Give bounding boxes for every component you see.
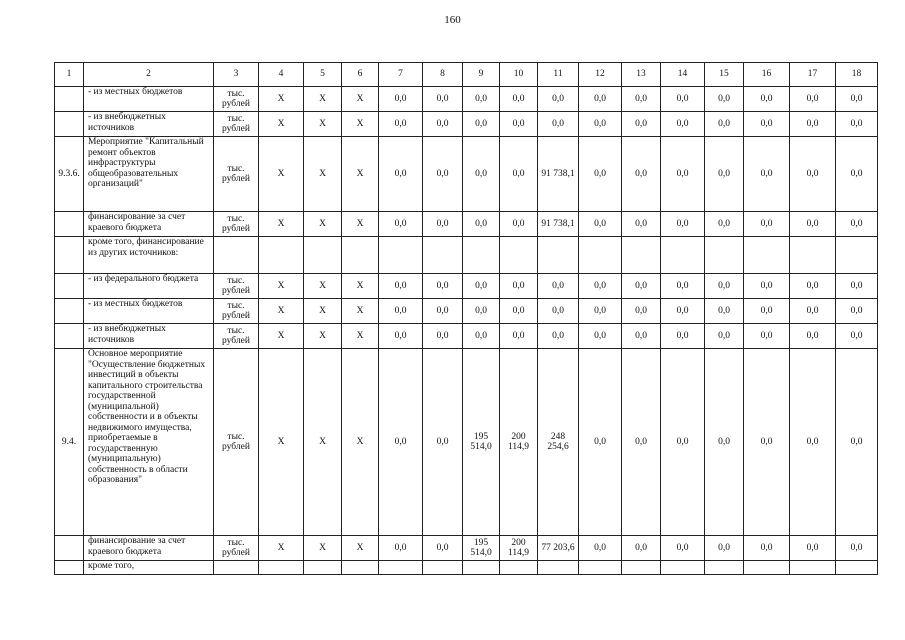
value-cell: 0,0 — [579, 212, 622, 237]
value-cell: 0,0 — [836, 299, 878, 324]
value-cell: X — [304, 299, 342, 324]
row-name-cell: - из местных бюджетов — [84, 299, 214, 324]
value-cell: 0,0 — [463, 112, 500, 137]
value-cell: 0,0 — [538, 299, 579, 324]
row-name-cell: - из местных бюджетов — [84, 87, 214, 112]
column-header: 14 — [661, 63, 705, 87]
value-cell: 0,0 — [744, 87, 790, 112]
table-row — [55, 561, 878, 575]
value-cell: 0,0 — [379, 87, 423, 112]
header-row — [55, 63, 878, 87]
table-row — [55, 324, 878, 349]
row-number-cell: 9.3.6. — [55, 137, 84, 212]
value-cell — [500, 561, 538, 575]
value-cell — [579, 237, 622, 274]
value-cell — [342, 237, 379, 274]
column-header: 10 — [500, 63, 538, 87]
value-cell: X — [342, 87, 379, 112]
column-header: 12 — [579, 63, 622, 87]
value-cell: 0,0 — [622, 324, 661, 349]
column-header: 13 — [622, 63, 661, 87]
value-cell: 91 738,1 — [538, 212, 579, 237]
value-cell: 0,0 — [661, 212, 705, 237]
value-cell: X — [342, 274, 379, 299]
value-cell: 0,0 — [423, 87, 463, 112]
value-cell: 0,0 — [744, 536, 790, 561]
row-number-cell — [55, 299, 84, 324]
value-cell: 0,0 — [423, 112, 463, 137]
value-cell — [705, 561, 744, 575]
value-cell: 0,0 — [500, 299, 538, 324]
value-cell: 0,0 — [661, 274, 705, 299]
value-cell: 0,0 — [661, 87, 705, 112]
row-number-cell — [55, 112, 84, 137]
row-number-cell — [55, 212, 84, 237]
value-cell: 0,0 — [790, 536, 836, 561]
column-header: 6 — [342, 63, 379, 87]
value-cell: X — [304, 87, 342, 112]
unit-cell: тыс. рублей — [214, 87, 259, 112]
value-cell: 0,0 — [500, 87, 538, 112]
value-cell: 0,0 — [622, 536, 661, 561]
row-name-cell: - из внебюджетных источников — [84, 324, 214, 349]
value-cell: 0,0 — [705, 274, 744, 299]
row-number-cell — [55, 274, 84, 299]
value-cell: 0,0 — [500, 137, 538, 212]
value-cell — [622, 237, 661, 274]
value-cell: 0,0 — [661, 137, 705, 212]
value-cell: X — [259, 87, 304, 112]
row-number-cell: 9.4. — [55, 349, 84, 536]
value-cell: 0,0 — [379, 299, 423, 324]
value-cell: 0,0 — [538, 87, 579, 112]
value-cell: 0,0 — [622, 349, 661, 536]
value-cell — [463, 561, 500, 575]
value-cell — [661, 237, 705, 274]
value-cell: X — [259, 112, 304, 137]
value-cell: 0,0 — [622, 87, 661, 112]
value-cell: 0,0 — [500, 324, 538, 349]
value-cell: X — [259, 349, 304, 536]
value-cell: 77 203,6 — [538, 536, 579, 561]
value-cell: X — [259, 299, 304, 324]
value-cell: 0,0 — [622, 274, 661, 299]
table-row — [55, 112, 878, 137]
value-cell: 0,0 — [463, 212, 500, 237]
value-cell: 0,0 — [579, 324, 622, 349]
value-cell — [790, 561, 836, 575]
value-cell: X — [342, 324, 379, 349]
value-cell: 0,0 — [790, 324, 836, 349]
value-cell: X — [304, 324, 342, 349]
row-name-cell: - из федерального бюджета — [84, 274, 214, 299]
value-cell: X — [304, 274, 342, 299]
value-cell — [379, 237, 423, 274]
value-cell: 0,0 — [744, 274, 790, 299]
value-cell: 0,0 — [463, 299, 500, 324]
value-cell: 0,0 — [463, 87, 500, 112]
value-cell — [622, 561, 661, 575]
value-cell: 0,0 — [661, 299, 705, 324]
unit-cell: тыс. рублей — [214, 299, 259, 324]
page-number: 160 — [444, 14, 461, 26]
value-cell: 195 514,0 — [463, 349, 500, 536]
value-cell: 0,0 — [538, 324, 579, 349]
row-number-cell — [55, 536, 84, 561]
value-cell: 0,0 — [579, 349, 622, 536]
value-cell: 0,0 — [423, 274, 463, 299]
value-cell: 0,0 — [538, 274, 579, 299]
value-cell: 0,0 — [836, 212, 878, 237]
value-cell: 0,0 — [790, 87, 836, 112]
row-name-cell: Основное мероприятие "Осуществление бюджетных инвестиций в объекты капитального строительства государственной (муниципальной) собственности и в объекты недвижимого имущества, приобретаемые в государственную (муниципальную) собственность в области образования" — [84, 349, 214, 536]
value-cell: X — [259, 536, 304, 561]
row-number-cell — [55, 561, 84, 575]
unit-cell: тыс. рублей — [214, 536, 259, 561]
table-row — [55, 274, 878, 299]
value-cell: 0,0 — [790, 299, 836, 324]
value-cell: 0,0 — [744, 212, 790, 237]
unit-cell: тыс. рублей — [214, 274, 259, 299]
unit-cell — [214, 561, 259, 575]
row-name-cell: финансирование за счет краевого бюджета — [84, 212, 214, 237]
value-cell: 0,0 — [579, 274, 622, 299]
table-row — [55, 349, 878, 536]
value-cell: 0,0 — [790, 349, 836, 536]
value-cell: 0,0 — [661, 349, 705, 536]
value-cell: 0,0 — [705, 212, 744, 237]
value-cell — [500, 237, 538, 274]
value-cell — [304, 237, 342, 274]
value-cell: 248 254,6 — [538, 349, 579, 536]
value-cell: 0,0 — [423, 324, 463, 349]
value-cell: 0,0 — [423, 349, 463, 536]
value-cell — [304, 561, 342, 575]
value-cell: 0,0 — [705, 349, 744, 536]
value-cell: X — [304, 112, 342, 137]
value-cell — [538, 237, 579, 274]
value-cell: 0,0 — [579, 112, 622, 137]
value-cell: 0,0 — [705, 536, 744, 561]
value-cell: 0,0 — [622, 212, 661, 237]
value-cell: 0,0 — [379, 324, 423, 349]
table-body — [55, 63, 878, 575]
row-name-cell: кроме того, — [84, 561, 214, 575]
value-cell: 0,0 — [379, 349, 423, 536]
value-cell: X — [259, 212, 304, 237]
value-cell: 0,0 — [500, 274, 538, 299]
value-cell: 0,0 — [622, 137, 661, 212]
value-cell — [836, 561, 878, 575]
value-cell: 0,0 — [790, 274, 836, 299]
value-cell — [379, 561, 423, 575]
value-cell: X — [259, 137, 304, 212]
value-cell: 0,0 — [790, 112, 836, 137]
unit-cell: тыс. рублей — [214, 324, 259, 349]
value-cell: X — [304, 349, 342, 536]
value-cell: X — [342, 299, 379, 324]
value-cell: 0,0 — [790, 137, 836, 212]
column-header: 4 — [259, 63, 304, 87]
value-cell: X — [342, 137, 379, 212]
value-cell: 0,0 — [622, 299, 661, 324]
value-cell — [579, 561, 622, 575]
value-cell: 0,0 — [463, 274, 500, 299]
value-cell: 0,0 — [579, 87, 622, 112]
value-cell: 0,0 — [379, 536, 423, 561]
value-cell: X — [304, 137, 342, 212]
value-cell: 0,0 — [836, 324, 878, 349]
table-row — [55, 536, 878, 561]
value-cell: 0,0 — [790, 212, 836, 237]
column-header: 11 — [538, 63, 579, 87]
value-cell: 0,0 — [836, 137, 878, 212]
value-cell: X — [304, 212, 342, 237]
value-cell — [790, 237, 836, 274]
value-cell: 0,0 — [579, 137, 622, 212]
value-cell: 0,0 — [538, 112, 579, 137]
value-cell: 0,0 — [744, 299, 790, 324]
value-cell: 0,0 — [379, 274, 423, 299]
column-header: 8 — [423, 63, 463, 87]
value-cell: 0,0 — [661, 324, 705, 349]
value-cell: 0,0 — [836, 87, 878, 112]
column-header: 15 — [705, 63, 744, 87]
column-header: 5 — [304, 63, 342, 87]
table-row — [55, 299, 878, 324]
column-header: 1 — [55, 63, 84, 87]
value-cell — [661, 561, 705, 575]
value-cell: 200 114,9 — [500, 349, 538, 536]
value-cell — [259, 561, 304, 575]
row-name-cell: финансирование за счет краевого бюджета — [84, 536, 214, 561]
value-cell: X — [304, 536, 342, 561]
value-cell: 0,0 — [500, 212, 538, 237]
value-cell — [463, 237, 500, 274]
value-cell — [423, 237, 463, 274]
table-row — [55, 212, 878, 237]
value-cell — [423, 561, 463, 575]
table-row — [55, 237, 878, 274]
value-cell — [705, 237, 744, 274]
table-row — [55, 137, 878, 212]
value-cell: X — [342, 349, 379, 536]
unit-cell: тыс. рублей — [214, 349, 259, 536]
row-name-cell: Мероприятие "Капитальный ремонт объектов инфраструктуры общеобразовательных организаций" — [84, 137, 214, 212]
column-header: 16 — [744, 63, 790, 87]
row-name-cell: - из внебюджетных источников — [84, 112, 214, 137]
column-header: 3 — [214, 63, 259, 87]
value-cell: X — [342, 212, 379, 237]
value-cell: 200 114,9 — [500, 536, 538, 561]
value-cell: 0,0 — [705, 137, 744, 212]
value-cell: 0,0 — [579, 536, 622, 561]
value-cell: 0,0 — [836, 536, 878, 561]
value-cell: 0,0 — [836, 349, 878, 536]
value-cell: 0,0 — [836, 112, 878, 137]
column-header: 18 — [836, 63, 878, 87]
row-number-cell — [55, 324, 84, 349]
budget-table — [54, 62, 878, 575]
value-cell: 0,0 — [744, 324, 790, 349]
column-header: 9 — [463, 63, 500, 87]
value-cell: X — [342, 536, 379, 561]
value-cell: 0,0 — [463, 324, 500, 349]
table-row — [55, 87, 878, 112]
unit-cell: тыс. рублей — [214, 112, 259, 137]
value-cell — [342, 561, 379, 575]
value-cell: 0,0 — [744, 349, 790, 536]
value-cell: 0,0 — [423, 299, 463, 324]
column-header: 7 — [379, 63, 423, 87]
value-cell: 0,0 — [379, 137, 423, 212]
value-cell: 0,0 — [423, 536, 463, 561]
value-cell: X — [259, 274, 304, 299]
value-cell: 0,0 — [622, 112, 661, 137]
value-cell: 91 738,1 — [538, 137, 579, 212]
value-cell: 0,0 — [744, 137, 790, 212]
value-cell: 0,0 — [705, 299, 744, 324]
row-number-cell — [55, 87, 84, 112]
column-header: 2 — [84, 63, 214, 87]
value-cell: X — [342, 112, 379, 137]
value-cell: 0,0 — [744, 112, 790, 137]
value-cell: 0,0 — [661, 536, 705, 561]
value-cell: 0,0 — [379, 112, 423, 137]
column-header: 17 — [790, 63, 836, 87]
value-cell: 0,0 — [423, 212, 463, 237]
value-cell: 0,0 — [836, 274, 878, 299]
value-cell: 0,0 — [705, 324, 744, 349]
value-cell: 0,0 — [423, 137, 463, 212]
unit-cell — [214, 237, 259, 274]
row-number-cell — [55, 237, 84, 274]
value-cell — [538, 561, 579, 575]
value-cell: 0,0 — [705, 112, 744, 137]
value-cell: 195 514,0 — [463, 536, 500, 561]
value-cell: 0,0 — [463, 137, 500, 212]
value-cell — [744, 237, 790, 274]
value-cell: 0,0 — [661, 112, 705, 137]
value-cell: 0,0 — [705, 87, 744, 112]
value-cell: X — [259, 324, 304, 349]
value-cell: 0,0 — [579, 299, 622, 324]
unit-cell: тыс. рублей — [214, 212, 259, 237]
value-cell — [744, 561, 790, 575]
value-cell — [259, 237, 304, 274]
row-name-cell: кроме того, финансирование из других источников: — [84, 237, 214, 274]
value-cell — [836, 237, 878, 274]
value-cell: 0,0 — [500, 112, 538, 137]
unit-cell: тыс. рублей — [214, 137, 259, 212]
value-cell: 0,0 — [379, 212, 423, 237]
